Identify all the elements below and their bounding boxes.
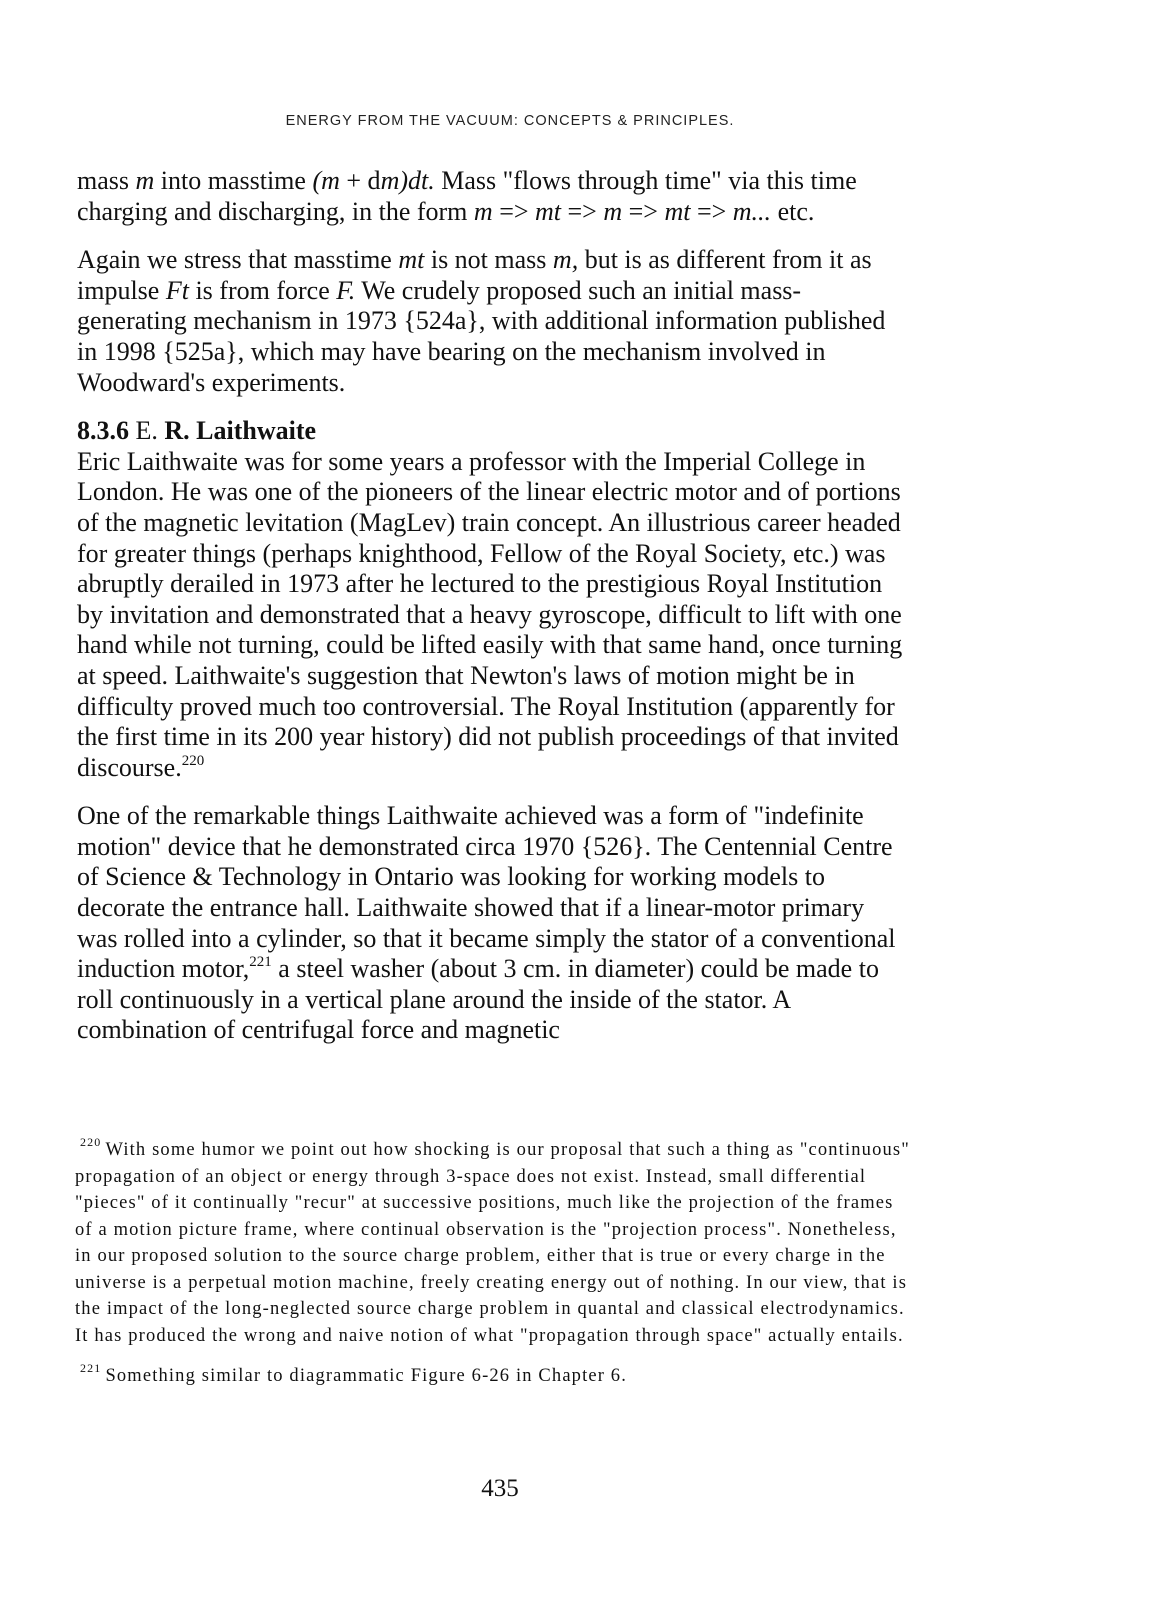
text-run: One of the remarkable things Laithwaite achieved was a form of "indefinite motion" device that he demonstrated circa 1970 {526}. The Centennial Centre of Science & Technology in Ontario was looking for working models to decorate the entrance hall. Laithwaite showed that if a linear-motor primary was rolled into a cylinder, so that it became simply the stator of a conventional induction motor, bbox=[77, 801, 896, 984]
text-run: is from force bbox=[188, 275, 337, 305]
text-run: a steel washer (about 3 cm. in diameter) could be made to roll continuously in a vertical plane around the inside of the stator. A combination of centrifugal force and magnetic bbox=[77, 954, 879, 1045]
text-run: => bbox=[622, 196, 665, 226]
math-run: mt bbox=[535, 196, 562, 226]
text-run: etc. bbox=[771, 196, 815, 226]
section-title: R. Laithwaite bbox=[164, 416, 317, 446]
math-run: mt bbox=[398, 245, 425, 275]
text-run: We crudely proposed such an initial mass-generating mechanism in 1973 {524a}, with additional information published in 1998 {525a}, which may have bearing on the mechanism involved in Woodward's experiments. bbox=[77, 275, 886, 397]
footnote-text: With some humor we point out how shocking is our proposal that such a thing as "continuous" propagation of an object or energy through 3-space does not exist. Instead, small differential "pieces" of it continually "recur" at successive positions, much like the projection of the frames of a motion picture frame, where continual observation is the "projection process". Nonetheless, in our proposed solution to the source charge problem, either that is true or every charge in the universe is a perpetual motion machine, freely creating energy out of nothing. In our view, that is the impact of the long-neglected source charge problem in quantal and classical electrodynamics. It has produced the wrong and naive notion of what "propagation through space" actually entails. bbox=[75, 1140, 910, 1346]
math-run: (m bbox=[312, 166, 340, 195]
text-run: is not mass bbox=[424, 245, 553, 275]
math-run: m... bbox=[732, 196, 772, 226]
main-body bbox=[77, 166, 907, 1064]
text-run: into masstime bbox=[154, 166, 313, 195]
math-run: m, bbox=[552, 245, 579, 275]
math-run: Ft bbox=[165, 275, 189, 305]
footnotes bbox=[75, 1137, 915, 1404]
running-header: ENERGY FROM THE VACUUM: CONCEPTS & PRINCIPLES. bbox=[285, 113, 735, 129]
math-run: m)dt. bbox=[380, 166, 435, 195]
math-run: m bbox=[603, 196, 623, 226]
footnote-reference[interactable]: 220 bbox=[181, 752, 205, 769]
paragraph-laithwaite-career bbox=[77, 447, 907, 784]
paragraph-indefinite-motion bbox=[77, 801, 907, 1046]
text-run: Mass "flows through time" via this time charging and discharging, in the form bbox=[77, 166, 857, 226]
text-run: mass bbox=[77, 166, 136, 195]
footnote-number: 220 bbox=[80, 1135, 102, 1149]
text-run: but is as different from it as impulse bbox=[77, 245, 872, 305]
footnote bbox=[75, 1137, 915, 1349]
paragraph-masstime-flow bbox=[77, 166, 907, 227]
section-heading bbox=[77, 416, 907, 447]
footnote-text: Something similar to diagrammatic Figure 6-26 in Chapter 6. bbox=[105, 1366, 627, 1386]
footnote-number: 221 bbox=[80, 1361, 102, 1375]
math-run: m bbox=[473, 196, 493, 226]
math-run: mt bbox=[664, 196, 691, 226]
math-run: F. bbox=[336, 275, 356, 305]
footnote bbox=[75, 1363, 915, 1390]
page-number: 435 bbox=[481, 1475, 519, 1502]
section-title-initial: E. bbox=[129, 416, 165, 446]
text-run: => bbox=[690, 196, 733, 226]
text-run: => bbox=[561, 196, 604, 226]
section-number: 8.3.6 bbox=[77, 416, 129, 446]
text-run: Eric Laithwaite was for some years a professor with the Imperial College in London. He was one of the pioneers of the linear electric motor and of portions of the magnetic levitation (MagLev) train concept. An illustrious career headed for greater things (perhaps knighthood, Fellow of the Royal Society, etc.) was abruptly derailed in 1973 after he lectured to the prestigious Royal Institution by invitation and demonstrated that a heavy gyroscope, difficult to lift with one hand while not turning, could be lifted easily with that same hand, once turning at speed. Laithwaite's suggestion that Newton's laws of motion might be in difficulty proved much too controversial. The Royal Institution (apparently for the first time in its 200 year history) did not publish proceedings of that invited discourse. bbox=[77, 446, 903, 782]
text-run: + d bbox=[339, 166, 381, 195]
text-run: Again we stress that masstime bbox=[77, 245, 399, 275]
math-run: m bbox=[135, 166, 155, 195]
paragraph-masstime-not-mass bbox=[77, 245, 907, 398]
footnote-reference[interactable]: 221 bbox=[249, 954, 272, 971]
text-run: => bbox=[492, 196, 536, 226]
